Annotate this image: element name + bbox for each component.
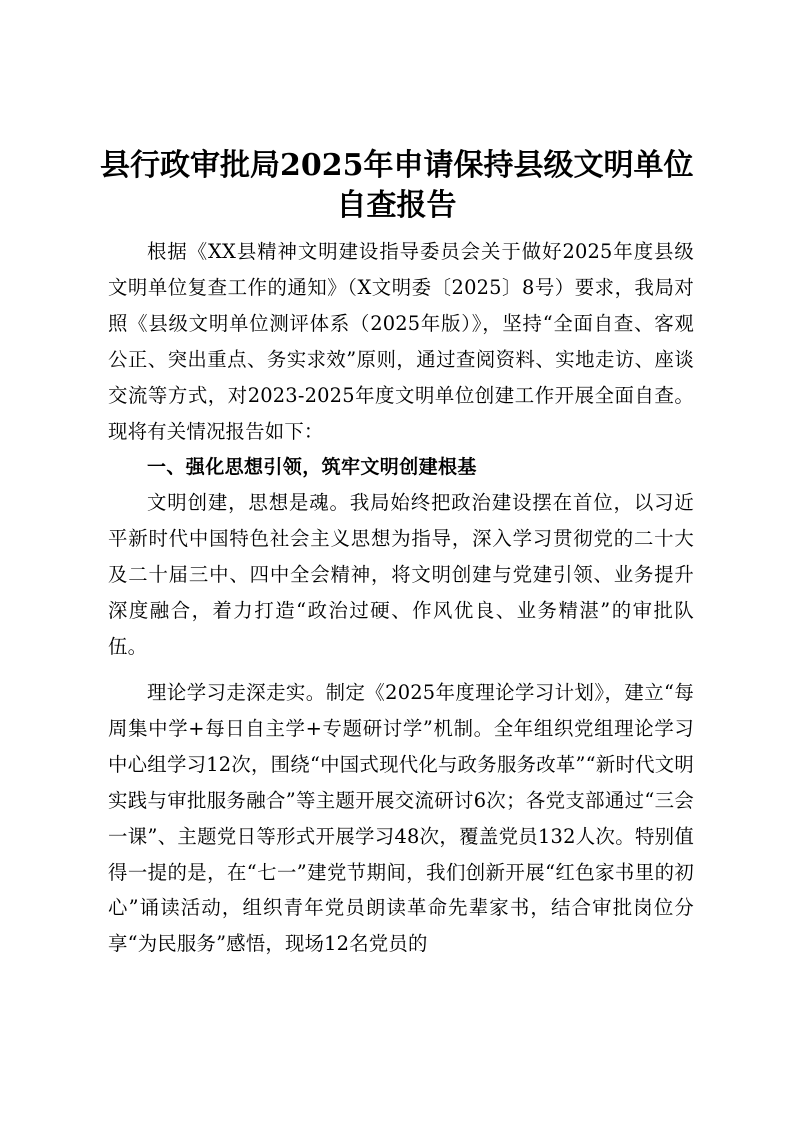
- intro-paragraph: 根据《XX县精神文明建设指导委员会关于做好2025年度县级文明单位复查工作的通知》（X文明委〔2025〕8号）要求，我局对照《县级文明单位测评体系（2025年版）》，坚持“全面自查、客观公正、突出重点、务实求效”原则，通过查阅资料、实地走访、座谈交流等方式，对2023-2025年度文明单位创建工作开展全面自查。现将有关情况报告如下：: [108, 240, 694, 443]
- document-title-line-2: 自查报告: [336, 188, 457, 223]
- document-body: [108, 234, 694, 962]
- document-title-line-1: 县行政审批局2025年申请保持县级文明单位: [100, 148, 694, 183]
- body-paragraph: 理论学习走深走实。制定《2025年度理论学习计划》，建立“每周集中学+每日自主学+专题研讨学”机制。全年组织党组理论学习中心组学习12次，围绕“中国式现代化与政务服务改革”“新时代文明实践与审批服务融合”等主题开展交流研讨6次；各党支部通过“三会一课”、主题党日等形式开展学习48次，覆盖党员132人次。特别值得一提的是，在“七一”建党节期间，我们创新开展“红色家书里的初心”诵读活动，组织青年党员朗读革命先辈家书，结合审批岗位分享“为民服务”感悟，现场12名党员的: [108, 680, 694, 956]
- section-heading: 一、强化思想引领，筑牢文明创建根基: [147, 456, 477, 479]
- paragraph-gap: [108, 665, 694, 675]
- body-paragraph: 文明创建，思想是魂。我局始终把政治建设摆在首位，以习近平新时代中国特色社会主义思想为指导，深入学习贯彻党的二十大及二十届三中、四中全会精神，将文明创建与党建引领、业务提升深度融合，着力打造“政治过硬、作风优良、业务精湛”的审批队伍。: [108, 491, 694, 659]
